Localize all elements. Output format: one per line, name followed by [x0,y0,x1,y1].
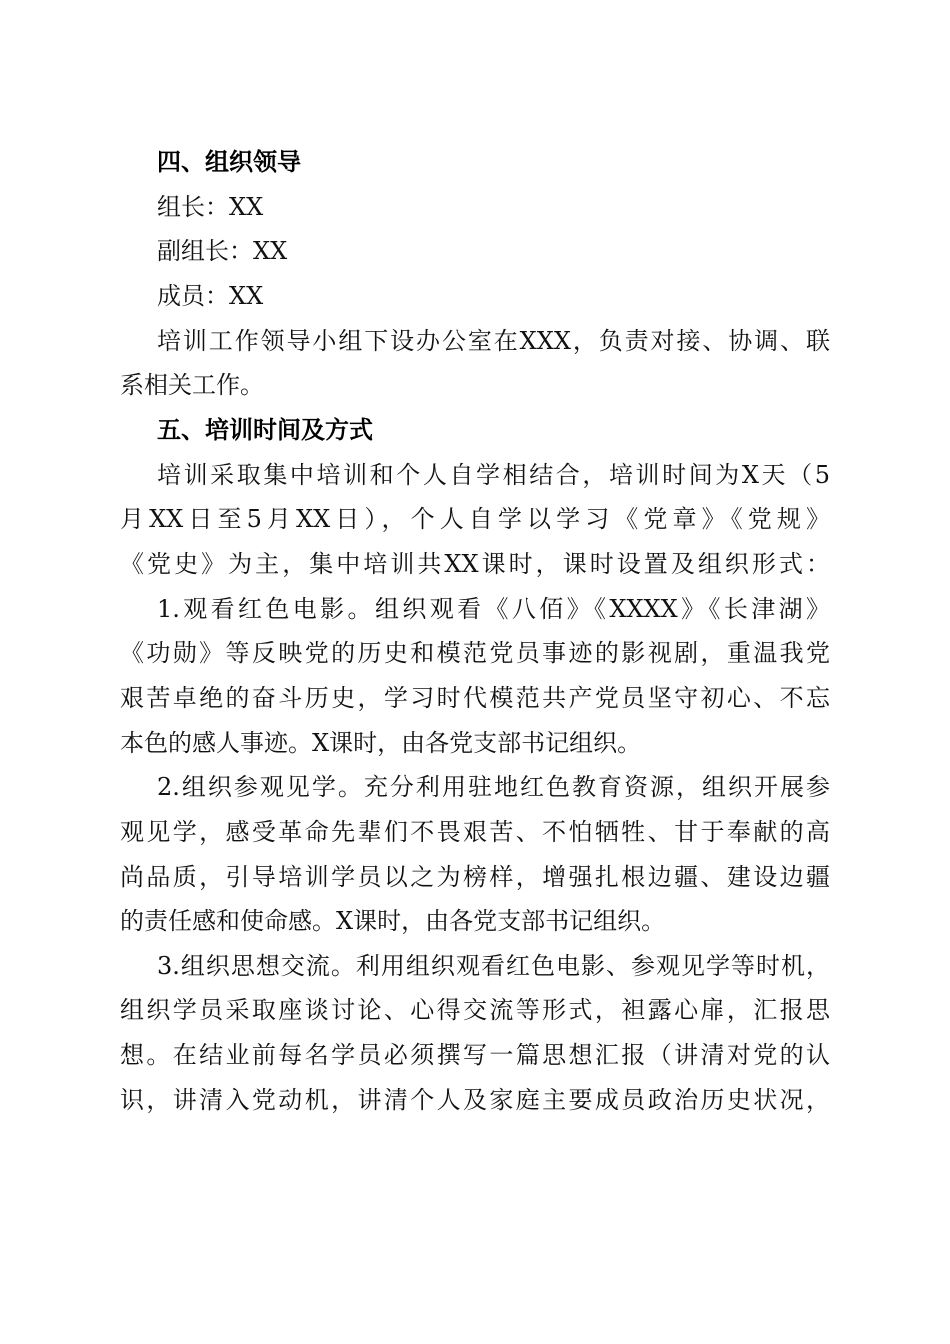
paragraph-line: 《功勋》等反映党的历史和模范党员事迹的影视剧，重温我党 [120,639,830,668]
document-body [120,140,830,1122]
paragraph-line: 培训采取集中培训和个人自学相结合，培训时间为X天（5 [157,460,830,489]
paragraph [120,185,830,230]
paragraph-line: 系相关工作。 [120,371,264,400]
paragraph-line: 月XX日至5月XX日），个人自学以学习《党章》《党规》 [120,505,830,534]
section-heading: 五、培训时间及方式 [157,415,373,444]
section-training-time-and-method [120,408,830,1123]
paragraph-line: 成员：XX [157,281,264,310]
section-heading: 四、组织领导 [157,148,301,176]
paragraph [120,765,830,944]
paragraph-line: 2.组织参观见学。充分利用驻地红色教育资源，组织开展参 [157,773,830,802]
paragraph-line: 培训工作领导小组下设办公室在XXX，负责对接、协调、联 [157,326,830,355]
paragraph-line: 艰苦卓绝的奋斗历史，学习时代模范共产党员坚守初心、不忘 [120,683,830,712]
paragraph-line: 识，讲清入党动机，讲清个人及家庭主要成员政治历史状况， [120,1085,830,1114]
paragraph [120,944,830,1123]
paragraph-line: 尚品质，引导培训学员以之为榜样，增强扎根边疆、建设边疆 [120,862,830,891]
paragraph-line: 的责任感和使命感。X课时，由各党支部书记组织。 [120,907,666,936]
paragraph-line: 想。在结业前每名学员必须撰写一篇思想汇报（讲清对党的认 [120,1041,830,1070]
paragraph [120,453,830,587]
paragraph-line: 《党史》为主，集中培训共XX课时，课时设置及组织形式： [120,549,830,578]
paragraph [120,319,830,408]
paragraph-line: 1.观看红色电影。组织观看《八佰》《XXXX》《长津湖》 [157,594,830,623]
paragraph-line: 副组长：XX [157,237,288,266]
paragraph-line: 观见学，感受革命先辈们不畏艰苦、不怕牺牲、甘于奉献的高 [120,817,830,846]
paragraph [120,274,830,319]
paragraph-line: 组长：XX [157,192,264,221]
paragraph-line: 3.组织思想交流。利用组织观看红色电影、参观见学等时机， [157,951,830,980]
paragraph [120,587,830,766]
paragraph-line: 组织学员采取座谈讨论、心得交流等形式，袒露心扉，汇报思 [120,996,830,1025]
paragraph-line: 本色的感人事迹。X课时，由各党支部书记组织。 [120,728,642,757]
section-organization-leadership [120,140,830,408]
paragraph [120,229,830,274]
